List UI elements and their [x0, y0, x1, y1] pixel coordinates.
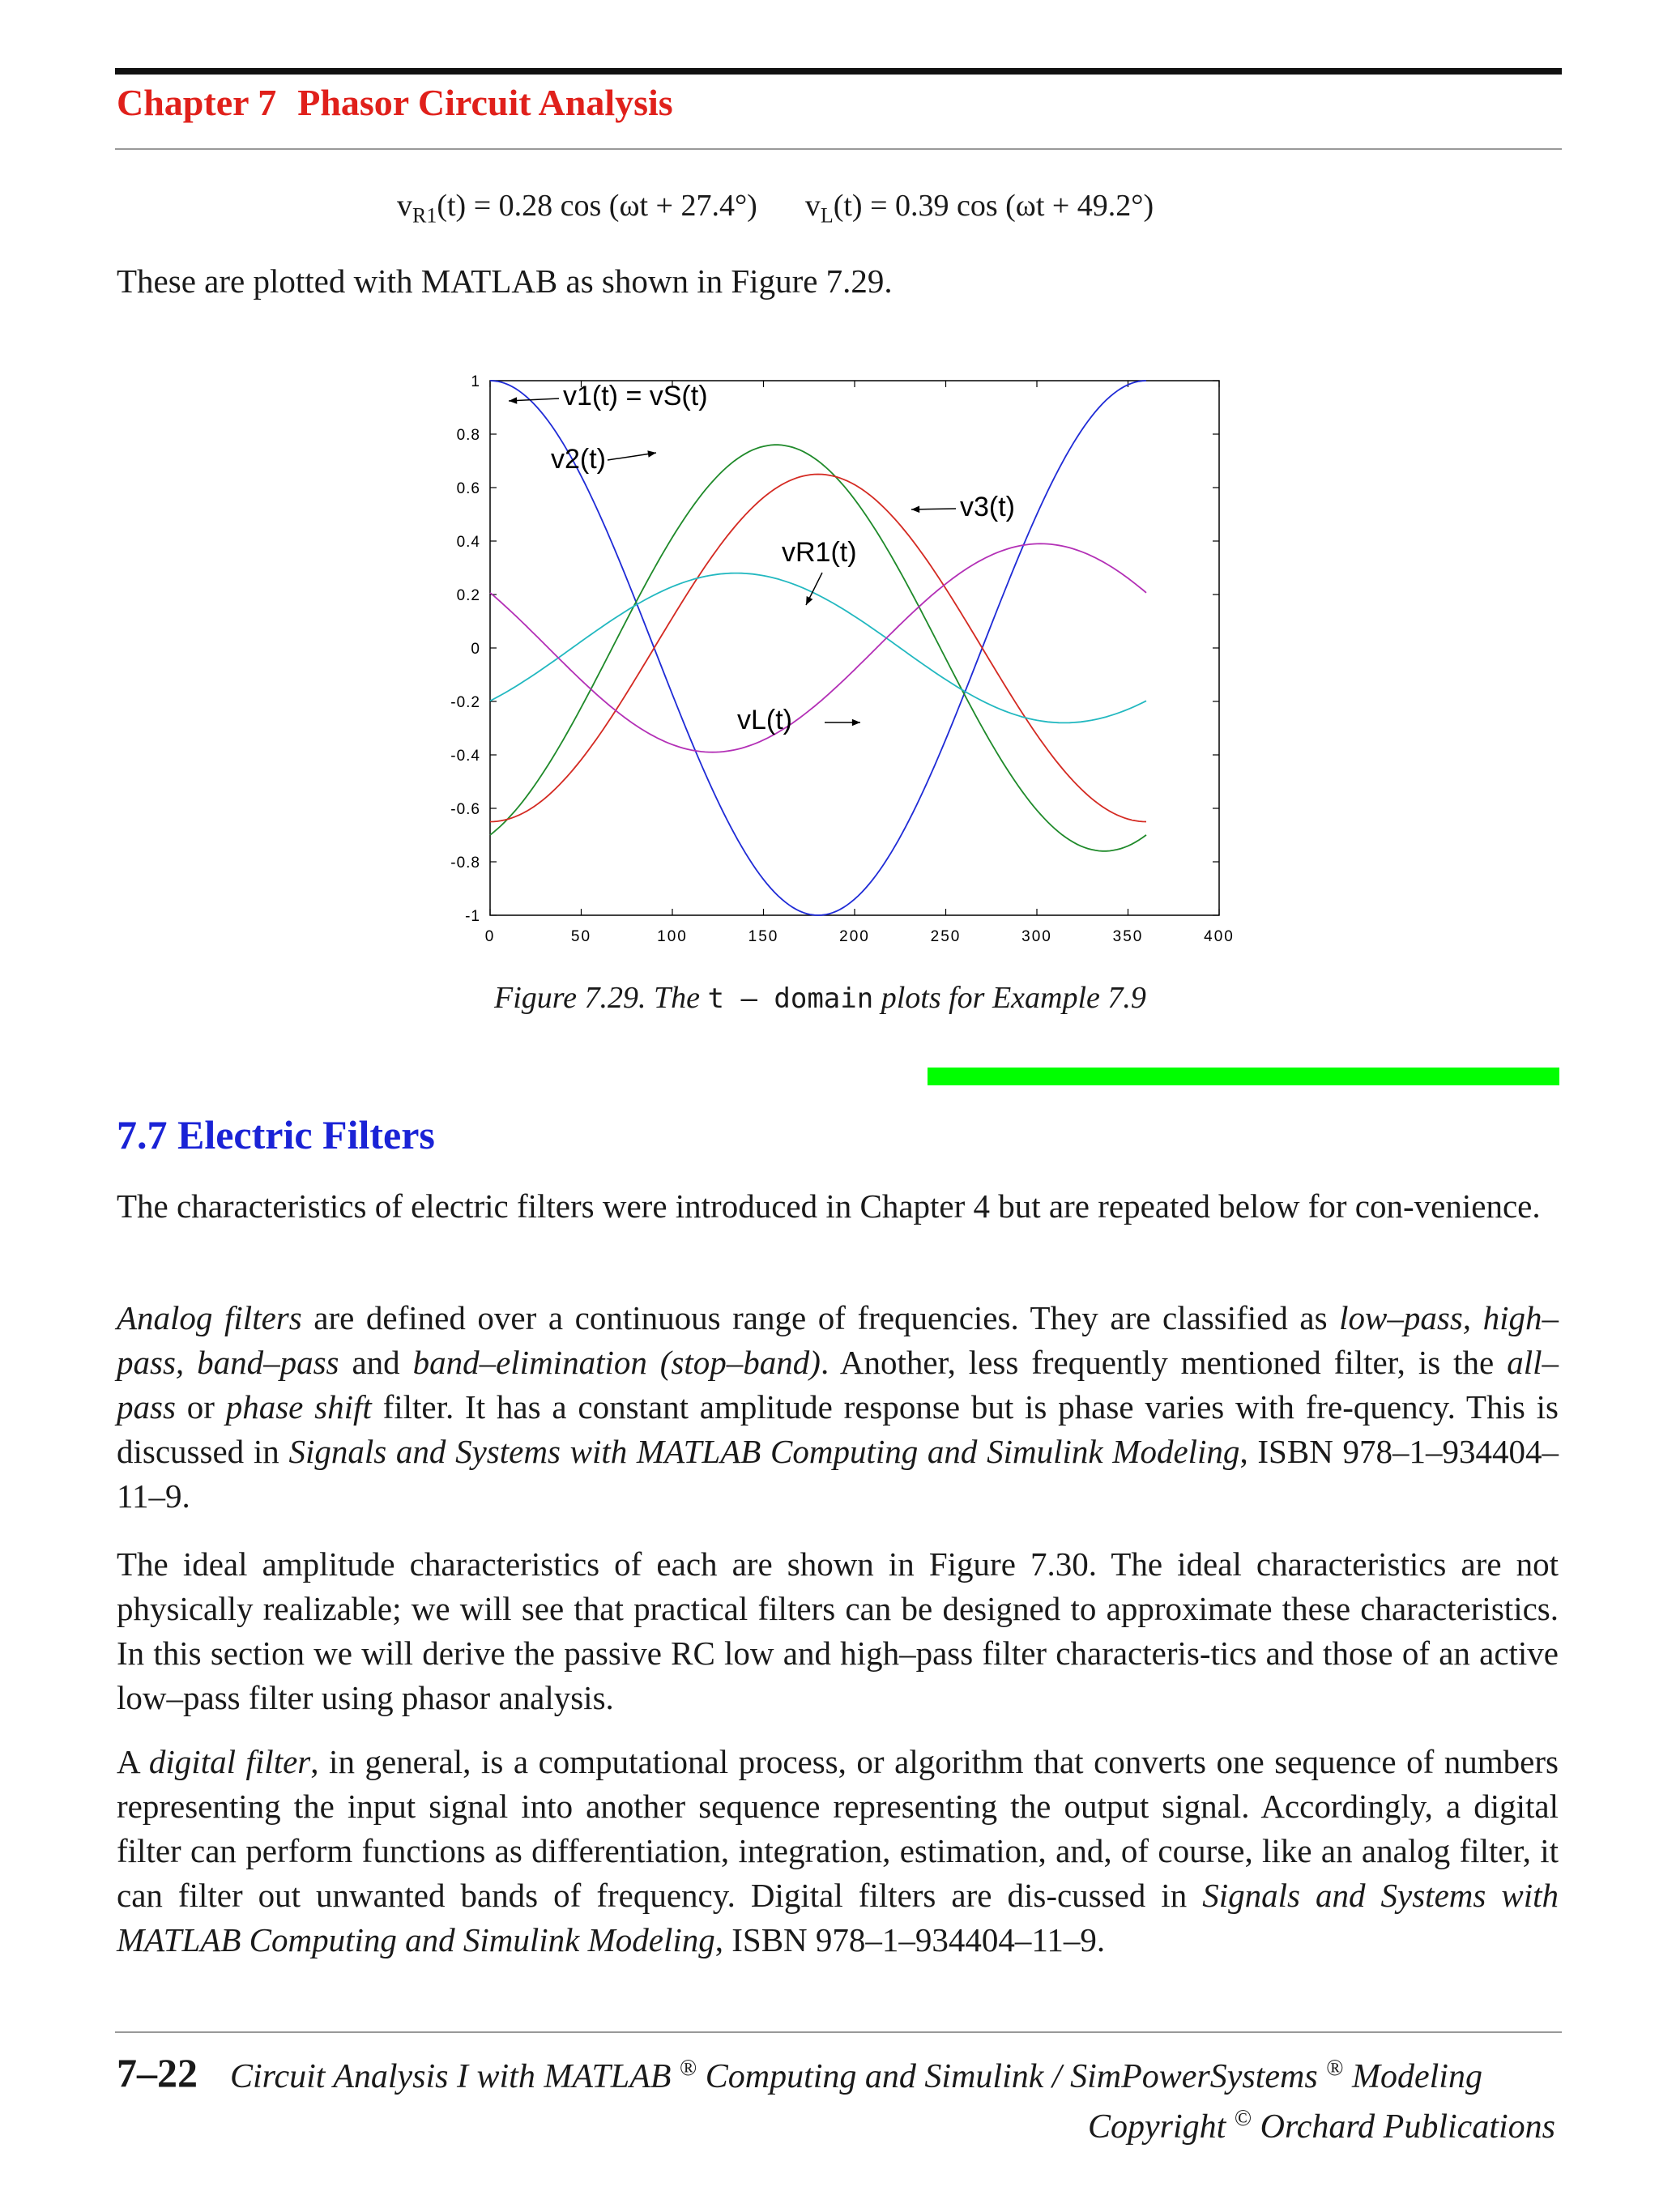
x-tick-label: 100: [657, 928, 688, 945]
footer-copyright: Copyright © Orchard Publications: [1088, 2106, 1555, 2146]
x-tick-label: 200: [839, 928, 870, 945]
y-tick-label: -0.6: [450, 801, 480, 818]
annotation-arrowhead-4: [852, 719, 860, 727]
annotation-label-0: v1(t) = vS(t): [563, 381, 708, 411]
section-heading: 7.7 Electric Filters: [117, 1112, 435, 1157]
figure-caption: Figure 7.29. The t – domain plots for Example 7.9: [494, 981, 1146, 1015]
x-tick-label: 0: [484, 928, 496, 945]
series-line-2: [490, 475, 1146, 822]
annotation-label-1: v2(t): [551, 444, 606, 475]
x-tick-label: 300: [1021, 928, 1052, 945]
chart-svg: [437, 369, 1264, 952]
annotation-arrowhead-2: [911, 506, 919, 514]
y-tick-label: 0.4: [456, 534, 480, 551]
x-tick-label: 250: [930, 928, 962, 945]
header-rule: [115, 148, 1562, 150]
annotation-arrowhead-0: [509, 397, 517, 404]
paragraph-2: Analog filters are defined over a continuous range of frequencies. They are classified as low–pass, high–pass, band–pass and band–elimination (stop–band). Another, less frequently mentioned filter, is the all–pass or phase shift filter. It has a constant amplitude response but is phase varies with fre-quency. This is discussed in Signals and Systems with MATLAB Computing and Simulink Modeling, ISBN 978–1–934404–11–9.: [117, 1299, 1559, 1515]
chapter-heading: [117, 81, 673, 124]
equation-line: [397, 188, 1154, 228]
y-tick-label: -0.2: [450, 694, 480, 711]
y-tick-label: -0.4: [450, 748, 480, 765]
footer-book-title: Circuit Analysis I with MATLAB ® Computing and Simulink / SimPowerSystems ® Modeling: [230, 2056, 1482, 2095]
vr1-equation: $v_{R1}(t) = 0.28$ cos (ωt + 27.4°): [397, 189, 757, 228]
top-rule: [115, 68, 1562, 75]
page-number: 7–22: [117, 2050, 198, 2095]
vl-equation: $v_L(t) = 0.39$ cos (ωt + 49.2°): [804, 189, 1154, 228]
annotation-arrowhead-1: [647, 450, 656, 457]
y-tick-label: -0.8: [450, 855, 480, 872]
chapter-title: Phasor Circuit Analysis: [297, 82, 673, 123]
y-tick-label: -1: [465, 908, 480, 925]
y-tick-label: 1: [471, 373, 480, 390]
series-line-1: [490, 445, 1146, 851]
y-tick-label: 0.8: [456, 427, 480, 444]
chapter-label: Chapter 7: [117, 82, 277, 123]
y-tick-label: 0: [471, 641, 480, 658]
paragraph-1: The characteristics of electric filters were introduced in Chapter 4 but are repeated below for con-venience.: [117, 1187, 1541, 1225]
footer-rule: [115, 2031, 1562, 2033]
series-line-3: [490, 573, 1146, 723]
annotation-label-2: v3(t): [960, 492, 1015, 522]
series-line-4: [490, 543, 1146, 752]
x-tick-label: 350: [1112, 928, 1144, 945]
x-tick-label: 50: [570, 928, 592, 945]
paragraph-4: A digital filter, in general, is a computational process, or algorithm that converts one sequence of numbers representing the input signal into another sequence representing the output signal. Accordingly, a digital filter can perform functions as differentiation, integration, estimation, and, of course, like an analog filter, it can filter out unwanted bands of frequency. Digital filters are dis-cussed in Signals and Systems with MATLAB Computing and Simulink Modeling, ISBN 978–1–934404–11–9.: [117, 1743, 1559, 1958]
x-tick-label: 400: [1204, 928, 1235, 945]
annotation-label-4: vL(t): [737, 705, 792, 735]
y-tick-label: 0.6: [456, 480, 480, 497]
x-tick-label: 150: [748, 928, 779, 945]
figure-7-29-chart: [437, 369, 1264, 952]
green-highlight-bar: [928, 1068, 1559, 1085]
annotation-label-3: vR1(t): [782, 537, 857, 568]
y-tick-label: 0.2: [456, 587, 480, 604]
intro-paragraph: These are plotted with MATLAB as shown in Figure 7.29.: [117, 262, 893, 300]
paragraph-3: The ideal amplitude characteristics of each are shown in Figure 7.30. The ideal characteristics are not physically realizable; we will see that practical filters can be designed to approximate these characteristics. In this section we will derive the passive RC low and high–pass filter characteris-tics and those of an active low–pass filter using phasor analysis.: [117, 1545, 1559, 1716]
